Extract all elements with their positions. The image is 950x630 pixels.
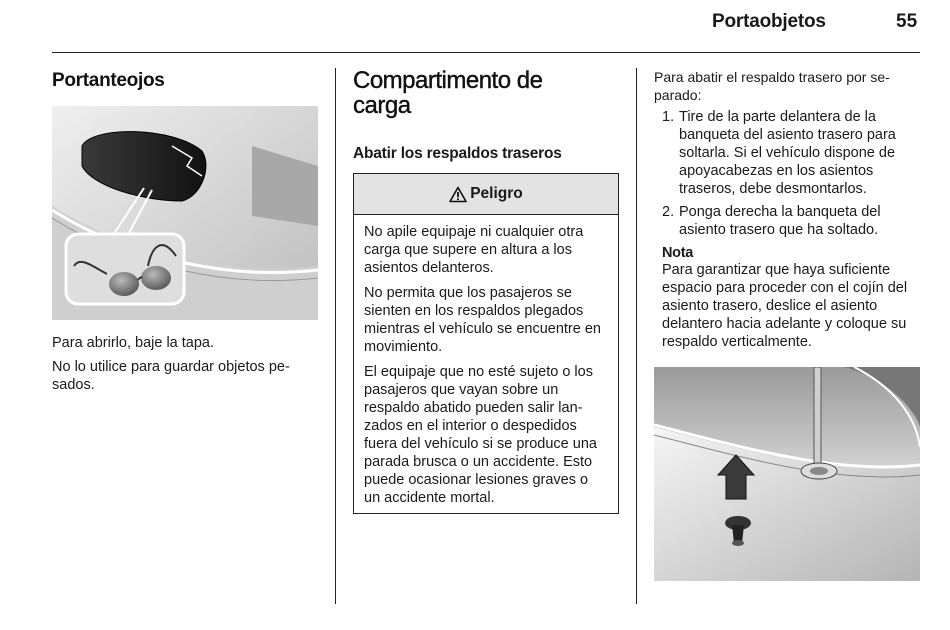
seat-release-icon	[654, 367, 920, 581]
sunglasses-holder-icon	[52, 106, 318, 320]
column-divider-2	[636, 68, 637, 604]
steps-list	[654, 108, 920, 239]
seat-release-illustration	[654, 367, 920, 581]
column-cargo-compartment	[353, 68, 619, 514]
column-sunglasses-holder	[52, 68, 318, 394]
danger-text: No permita que los pasajeros se sienten en los respaldos plegados mientras el vehículo se encuentre en movimiento.	[364, 285, 601, 355]
sunglasses-holder-illustration	[52, 106, 318, 320]
step-item: 2. Ponga derecha la banqueta del asiento trasero que ha soltado.	[662, 204, 881, 238]
step-item: 1. Tire de la parte delantera de la banqueta del asiento trasero para soltarla. Si el vehículo dispone de apoyacabezas en los asientos traseros, debe desmontarlos.	[662, 109, 896, 197]
column-seat-instructions	[654, 68, 920, 581]
section-title-compartimento: Compartimento de carga	[353, 67, 543, 119]
running-header-title: Portaobjetos	[712, 11, 826, 32]
page-number: 55	[896, 11, 918, 32]
note-title: Nota	[662, 245, 694, 261]
header-divider	[52, 52, 920, 53]
column-divider-1	[335, 68, 336, 604]
section-title-portanteojos: Portanteojos	[52, 70, 165, 91]
danger-text: No apile equipaje ni cualquier otra carga que supere en altura a los asientos delanteros.	[364, 224, 584, 276]
danger-box	[353, 173, 619, 514]
body-text: Para abrirlo, baje la tapa.	[52, 335, 215, 351]
subsection-title: Abatir los respaldos traseros	[353, 145, 562, 162]
warning-triangle-icon	[449, 186, 467, 203]
danger-text: El equipaje que no esté sujeto o los pasajeros que vayan sobre un respaldo abatido pueden salir lan-zados en el interior o despedidos fuera del vehículo si se produce una parada brusca o un accidente. Esto puede ocasionar lesiones graves o un accidente mortal.	[364, 364, 597, 506]
intro-text: Para abatir el respaldo trasero por se-parado:	[654, 69, 890, 103]
body-text: No lo utilice para guardar objetos pe-sados.	[52, 359, 290, 393]
danger-label: Peligro	[470, 185, 523, 202]
danger-body	[354, 215, 618, 513]
note-text: Para garantizar que haya suficiente espacio para proceder con el cojín del asiento trasero, deslice el asiento delantero hacia adelante y coloque su respaldo verticalmente.	[662, 262, 908, 350]
danger-header	[354, 174, 618, 215]
